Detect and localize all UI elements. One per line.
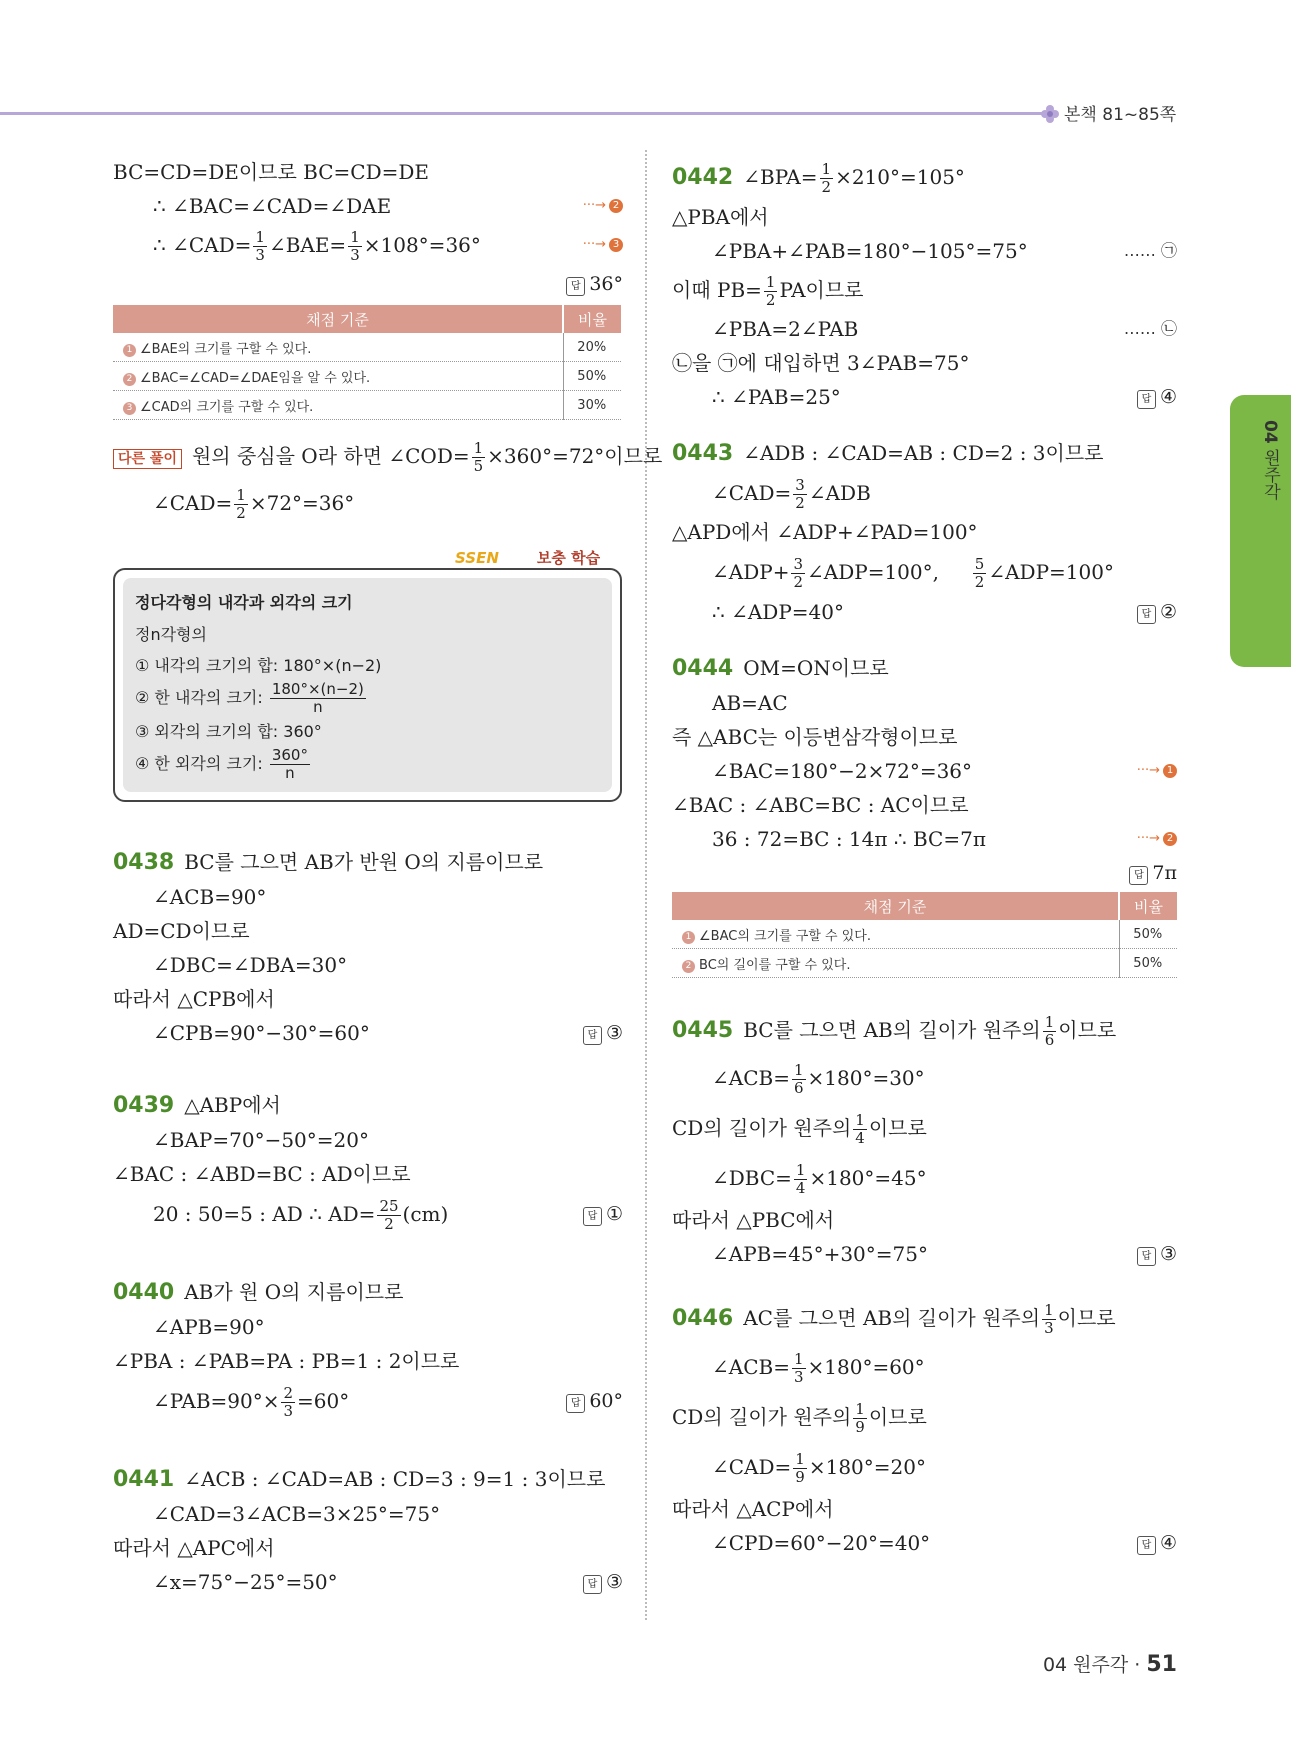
fraction: $\frac{360^\circ}{n}$: [271, 746, 308, 782]
text-line: ∠PBA=2∠PAB …… ㉡: [712, 317, 1177, 341]
fraction: $\frac{1}{3}$: [1044, 1301, 1054, 1337]
fraction: $\frac{1}{6}$: [1044, 1013, 1055, 1049]
text-line: ∠x=75°−25°=50° 답 ③: [113, 1565, 623, 1599]
problem-0446: 0446 AC를 그으면 AB의 길이가 원주의 $\frac{1}{3}$ 이므로: [672, 1301, 1116, 1337]
text-line: ∴ ∠PAB=25° 답 ④: [672, 380, 1177, 414]
text-line: ∠ACB= $\frac{1}{3}$ ×180°=60°: [712, 1350, 925, 1386]
answer: 답 ④: [1137, 1526, 1177, 1560]
table-header: 비율: [1119, 892, 1177, 920]
grading-table: [113, 305, 621, 420]
fraction: $\frac{180^\circ\times(n-2)}{n}$: [271, 680, 364, 716]
table-row: 2 BC의 길이를 구할 수 있다. 50%: [672, 949, 1177, 978]
fraction: $\frac{1}{6}$: [793, 1061, 804, 1097]
fraction: $\frac{25}{2}$: [379, 1197, 399, 1233]
answer-icon: 답: [566, 277, 585, 296]
text-line: ∠ADP+ $\frac{3}{2}$ ∠ADP=100°, $\frac{5}{2}$ ∠ADP=100°: [712, 555, 1114, 591]
fraction: $\frac{1}{3}$: [255, 228, 265, 264]
table-row: 1 ∠BAE의 크기를 구할 수 있다. 20%: [113, 333, 621, 362]
text-line: ∠PAB=90°× $\frac{2}{3}$ =60° 답 60°: [113, 1378, 623, 1424]
problem-0442: 0442 ∠BPA= $\frac{1}{2}$ ×210°=105°: [672, 160, 965, 196]
box-line: ③ 외각의 크기의 합: 360°: [135, 722, 322, 741]
answer-icon: 답: [1137, 390, 1156, 409]
text-line: ∴ ∠CAD= $\frac{1}{3}$ ∠BAE= $\frac{1}{3}$ ×108°=36° ···→ 3: [113, 223, 623, 267]
answer-icon: 답: [566, 1394, 585, 1413]
alt-solution-tag: 다른 풀이: [113, 449, 182, 469]
problem-0441: 0441 ∠ACB : ∠CAD=AB : CD=3 : 9=1 : 3이므로: [113, 1467, 606, 1492]
text-line: ∠CPB=90°−30°=60° 답 ③: [113, 1016, 623, 1050]
text-line: ∠DBC=∠DBA=30°: [153, 953, 348, 977]
answer-line: [113, 267, 623, 305]
text-line: ∠CAD= $\frac{1}{2}$ ×72°=36°: [153, 486, 355, 522]
flower-icon: [1040, 104, 1060, 124]
right-column: [672, 155, 1177, 1560]
problem-0445: 0445 BC를 그으면 AB의 길이가 원주의 $\frac{1}{6}$ 이므로: [672, 1013, 1117, 1049]
answer-line: [672, 856, 1177, 892]
fraction: $\frac{1}{3}$: [350, 228, 360, 264]
answer: 답 ②: [1137, 595, 1177, 629]
text-line: ∠APB=90°: [153, 1315, 265, 1339]
column-divider: [645, 150, 647, 1620]
header-rule: [0, 112, 1045, 115]
answer-icon: 답: [1137, 605, 1156, 624]
fraction: $\frac{3}{2}$: [793, 555, 803, 591]
fraction: $\frac{2}{3}$: [283, 1384, 294, 1420]
left-column-lower: [113, 845, 623, 1599]
step-marker: ···→ 2: [583, 189, 623, 223]
problem-0440: 0440 AB가 원 O의 지름이므로: [113, 1280, 404, 1305]
fraction: $\frac{1}{9}$: [795, 1450, 805, 1486]
fraction: $\frac{5}{2}$: [974, 555, 985, 591]
answer: 답 ④: [1137, 380, 1177, 414]
text-line: CD의 길이가 원주의 $\frac{1}{4}$ 이므로: [672, 1111, 927, 1147]
text-line: 즉 △ABC는 이등변삼각형이므로: [672, 725, 958, 749]
answer: 답 7π: [1129, 856, 1177, 890]
box-line: ④ 한 외각의 크기: $\frac{360^\circ}{n}$: [135, 746, 308, 782]
text-line: 36 : 72=BC : 14π ∴ BC=7π ···→ 2: [672, 822, 1177, 856]
text-line: 따라서 △ACP에서: [672, 1497, 834, 1521]
answer: 답 ①: [583, 1191, 623, 1237]
answer: 답 36°: [566, 267, 623, 301]
text-line: 따라서 △PBC에서: [672, 1208, 835, 1232]
fraction: $\frac{1}{4}$: [795, 1161, 806, 1197]
left-column: [113, 155, 663, 525]
table-row: 3 ∠CAD의 크기를 구할 수 있다. 30%: [113, 391, 621, 420]
text-line: ∠DBC= $\frac{1}{4}$ ×180°=45°: [712, 1161, 927, 1197]
ref-text: 본책 81~85쪽: [1064, 105, 1177, 125]
text-line: ∠CAD= $\frac{1}{9}$ ×180°=20°: [712, 1450, 926, 1486]
answer-icon: 답: [1137, 1247, 1156, 1266]
problem-0439: 0439 △ABP에서: [113, 1093, 281, 1118]
text-line: 따라서 △APC에서: [113, 1536, 275, 1560]
fraction: $\frac{1}{9}$: [855, 1400, 865, 1436]
text-line: BC=CD=DE이므로 BC=CD=DE: [113, 160, 430, 184]
text-line: CD의 길이가 원주의 $\frac{1}{9}$ 이므로: [672, 1400, 927, 1436]
grading-table: [672, 892, 1177, 978]
text-line: ∠BAP=70°−50°=20°: [153, 1128, 369, 1152]
box-line: 정n각형의: [135, 625, 207, 644]
text-line: 20 : 50=5 : AD ∴ AD= $\frac{25}{2}$ (cm) 답 ①: [113, 1191, 623, 1237]
text-line: ∠ACB=90°: [153, 885, 267, 909]
answer: 답 ③: [583, 1016, 623, 1050]
table-header: 채점 기준: [672, 892, 1119, 920]
table-row: 1 ∠BAC의 크기를 구할 수 있다. 50%: [672, 920, 1177, 949]
box-line: ② 한 내각의 크기: $\frac{180^\circ\times(n-2)}{n}$: [135, 680, 364, 716]
fraction: $\frac{1}{2}$: [821, 160, 832, 196]
page-reference: [1040, 100, 1176, 125]
step-marker: ···→ 3: [583, 223, 623, 267]
text-line: ㉡을 ㉠에 대입하면 3∠PAB=75°: [672, 351, 970, 375]
text-line: ∴ ∠BAC=∠CAD=∠DAE ···→ 2: [113, 189, 623, 223]
supplement-box: [113, 568, 622, 802]
text-line: ∠CAD=3∠ACB=3×25°=75°: [153, 1502, 441, 1526]
text-line: 따라서 △CPB에서: [113, 987, 275, 1011]
answer-icon: 답: [583, 1026, 602, 1045]
answer: 답 ③: [1137, 1237, 1177, 1271]
text-line: ∠CPD=60°−20°=40° 답 ④: [672, 1526, 1177, 1560]
page-footer: 04 원주각 · 51: [1042, 1652, 1177, 1677]
answer: 답 60°: [566, 1378, 623, 1424]
text-line: ∠PBA+∠PAB=180°−105°=75° …… ㉠: [712, 239, 1177, 263]
text-line: ∴ ∠ADP=40° 답 ②: [672, 595, 1177, 629]
text-line: △PBA에서: [672, 205, 769, 229]
text-line: ∠BAC : ∠ABC=BC : AC이므로: [672, 793, 969, 817]
text-line: AD=CD이므로: [113, 919, 250, 943]
step-marker: ···→ 2: [1137, 822, 1177, 856]
text-line: ∠ACB= $\frac{1}{6}$ ×180°=30°: [712, 1061, 925, 1097]
fraction: $\frac{1}{3}$: [793, 1350, 804, 1386]
text-line: AB=AC: [712, 691, 788, 715]
step-marker: ···→ 1: [1137, 754, 1177, 788]
text-line: ∠BAC : ∠ABD=BC : AD이므로: [113, 1162, 411, 1186]
box-title: 정다각형의 내각과 외각의 크기: [135, 593, 353, 612]
answer-icon: 답: [583, 1207, 602, 1226]
problem-0444: 0444 OM=ON이므로: [672, 656, 889, 681]
text-line: △APD에서 ∠ADP+∠PAD=100°: [672, 520, 978, 544]
fraction: $\frac{3}{2}$: [795, 476, 805, 512]
problem-0438: 0438 BC를 그으면 AB가 반원 O의 지름이므로: [113, 850, 544, 875]
text-line: ∠BAC=180°−2×72°=36° ···→ 1: [672, 754, 1177, 788]
text-line: 다른 풀이 원의 중심을 O라 하면 ∠COD= $\frac{1}{5}$ ×360°=72°이므로: [113, 434, 623, 481]
text-line: ∠PBA : ∠PAB=PA : PB=1 : 2이므로: [113, 1349, 460, 1373]
answer-icon: 답: [1129, 866, 1148, 885]
table-header: 비율: [563, 305, 621, 333]
answer-icon: 답: [583, 1575, 602, 1594]
table-row: 2 ∠BAC=∠CAD=∠DAE임을 알 수 있다. 50%: [113, 362, 621, 391]
fraction: $\frac{1}{2}$: [765, 273, 776, 309]
box-line: ① 내각의 크기의 합: 180°×(n−2): [135, 656, 382, 675]
ssen-label: SSEN 보충 학습: [455, 549, 601, 567]
text-line: 이때 PB= $\frac{1}{2}$ PA이므로: [672, 273, 864, 309]
problem-0443: 0443 ∠ADB : ∠CAD=AB : CD=2 : 3이므로: [672, 441, 1104, 466]
answer-icon: 답: [1137, 1536, 1156, 1555]
chapter-tab-label: 04 원주각: [1260, 420, 1280, 501]
fraction: $\frac{1}{4}$: [855, 1111, 865, 1147]
text-line: ∠APB=45°+30°=75° 답 ③: [672, 1237, 1177, 1271]
fraction: $\frac{1}{5}$: [473, 439, 484, 475]
fraction: $\frac{1}{2}$: [236, 486, 246, 522]
table-header: 채점 기준: [113, 305, 563, 333]
answer: 답 ③: [583, 1565, 623, 1599]
text-line: ∠CAD= $\frac{3}{2}$ ∠ADB: [712, 476, 871, 512]
